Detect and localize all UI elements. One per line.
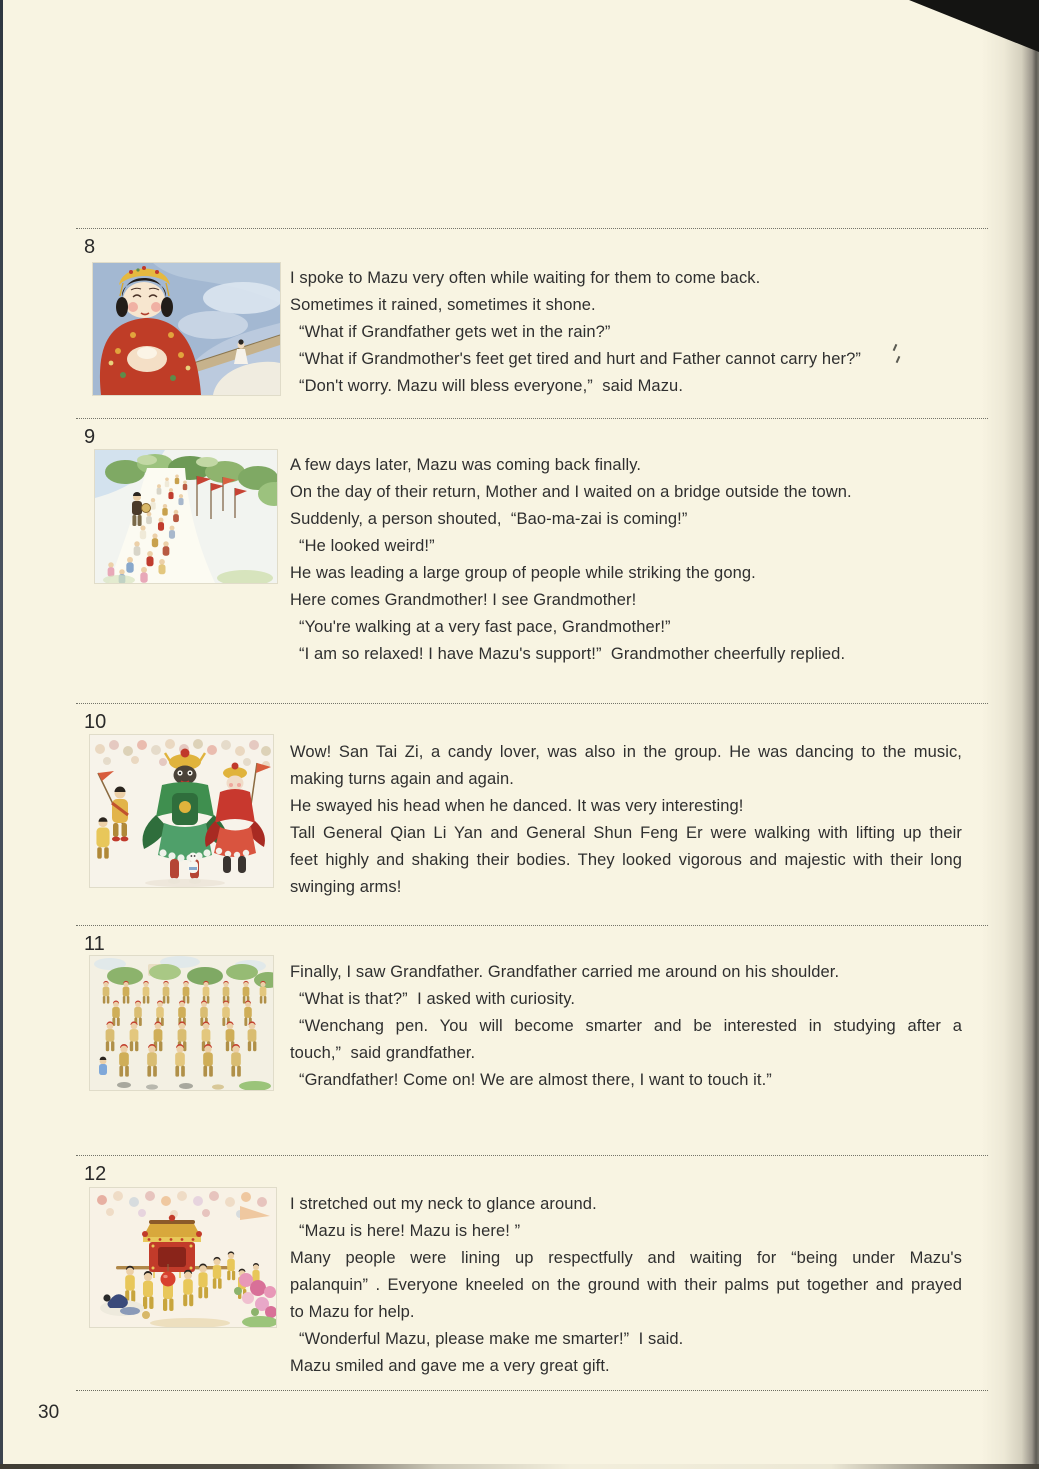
text-line: touch,” said grandfather. [290, 1044, 476, 1062]
text-line: swinging arms! [290, 878, 402, 896]
mazu-palanquin-illustration [90, 1188, 276, 1327]
text-line: I spoke to Mazu very often while waiting for them to come back. [290, 269, 761, 287]
section-number: 9 [84, 426, 96, 448]
text-line: to Mazu for help. [290, 1303, 415, 1321]
text-line: He was leading a large group of people while striking the gong. [290, 564, 756, 582]
marching-procession-illustration [90, 956, 273, 1090]
text-line: “Wonderful Mazu, please make me smarter!” I said. [299, 1330, 684, 1348]
section-divider [76, 1155, 988, 1156]
text-line: Many people were lining up respectfully and waiting for “being under Mazu's [290, 1249, 962, 1267]
text-line: On the day of their return, Mother and I waited on a bridge outside the town. [290, 483, 852, 501]
text-line: “I am so relaxed! I have Mazu's support!” Grandmother cheerfully replied. [299, 645, 846, 663]
text-line: Mazu smiled and gave me a very great gift. [290, 1357, 610, 1375]
text-line: Tall General Qian Li Yan and General Shun Feng Er were walking with lifting up their [290, 824, 962, 842]
procession-on-hill-illustration [95, 450, 277, 583]
text-line: making turns again and again. [290, 770, 514, 788]
pen-mark [894, 344, 908, 368]
text-line: I stretched out my neck to glance around. [290, 1195, 597, 1213]
text-line: Wow! San Tai Zi, a candy lover, was also in the group. He was dancing to the music, [290, 743, 962, 761]
text-line: “Don't worry. Mazu will bless everyone,” said Mazu. [299, 377, 683, 395]
text-line: A few days later, Mazu was coming back finally. [290, 456, 642, 474]
section-number: 11 [84, 933, 105, 955]
section-text [290, 452, 962, 668]
text-line: “What if Grandfather gets wet in the rain?” [299, 323, 611, 341]
text-line: Sometimes it rained, sometimes it shone. [290, 296, 596, 314]
section-divider [76, 1390, 988, 1391]
text-line: “Grandfather! Come on! We are almost there, I want to touch it.” [299, 1071, 772, 1089]
section-divider [76, 925, 988, 926]
section-number: 10 [84, 711, 107, 733]
text-line: palanquin” . Everyone kneeled on the ground with their palms put together and prayed [290, 1276, 962, 1294]
section-text [290, 265, 962, 400]
section-divider [76, 228, 988, 229]
text-line: Here comes Grandmother! I see Grandmother! [290, 591, 637, 609]
text-line: “You're walking at a very fast pace, Grandmother!” [299, 618, 671, 636]
scan-edge-bottom [0, 1464, 1039, 1469]
text-line: Suddenly, a person shouted, “Bao-ma-zai is coming!” [290, 510, 688, 528]
section-divider [76, 703, 988, 704]
text-line: feet highly and shaking their bodies. They looked vigorous and majestic with their long [290, 851, 962, 869]
section-text [290, 1191, 962, 1380]
section-text [290, 739, 962, 901]
text-line: “Wenchang pen. You will become smarter and be interested in studying after a [299, 1017, 962, 1035]
page-edge-shadow [981, 0, 1039, 1469]
section-divider [76, 418, 988, 419]
text-line: “He looked weird!” [299, 537, 435, 555]
text-line: Finally, I saw Grandfather. Grandfather carried me around on his shoulder. [290, 963, 840, 981]
page-number: 30 [38, 1402, 60, 1423]
mazu-portrait-illustration [93, 263, 280, 395]
section-number: 12 [84, 1163, 107, 1185]
text-line: He swayed his head when he danced. It was very interesting! [290, 797, 744, 815]
scan-edge-left [0, 0, 3, 1469]
text-line: “Mazu is here! Mazu is here! ” [299, 1222, 521, 1240]
section-number: 8 [84, 236, 96, 258]
text-line: “What if Grandmother's feet get tired and hurt and Father cannot carry her?” [299, 350, 861, 368]
text-line: “What is that?” I asked with curiosity. [299, 990, 576, 1008]
dancing-gods-illustration [90, 735, 273, 887]
section-text [290, 959, 962, 1094]
